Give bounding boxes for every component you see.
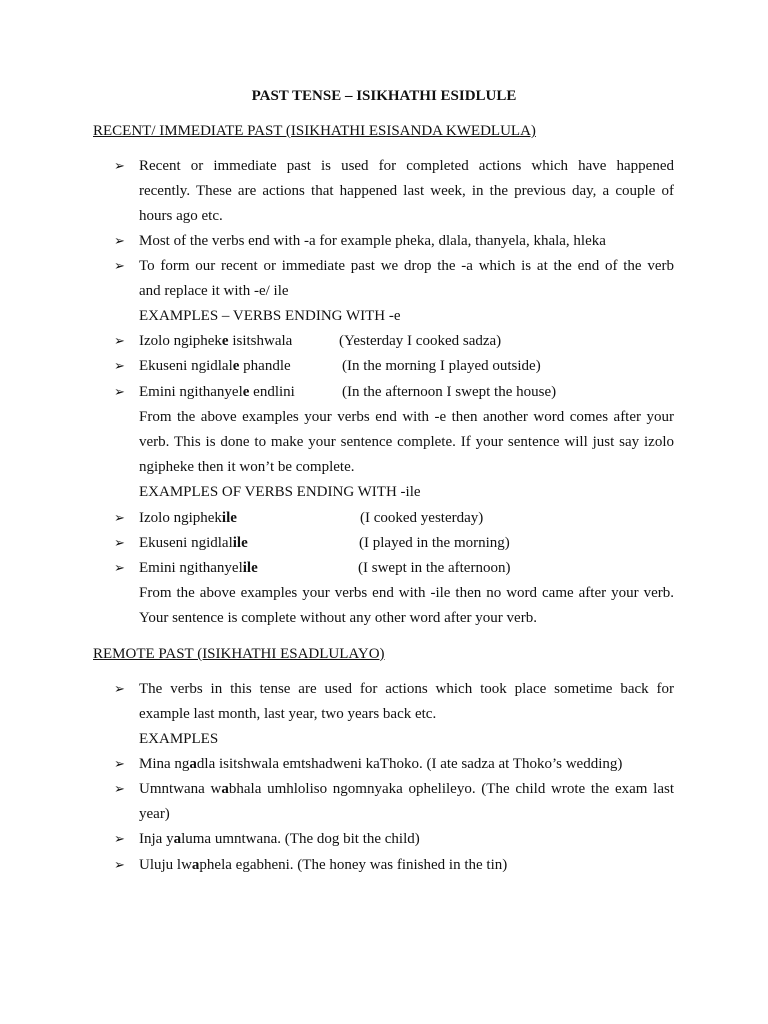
paragraph-line: To form our recent or immediate past we drop the -a which is at the end of the verb xyxy=(139,258,674,274)
example-sentence: Ekuseni ngidlalile xyxy=(139,535,248,551)
section-heading-remote: REMOTE PAST (ISIKHATHI ESADLULAYO) xyxy=(93,646,385,662)
bullet-icon: ➢ xyxy=(114,857,125,872)
example-sentence: Umntwana wabhala umhloliso ngomnyaka ophelileyo. (The child wrote the exam last xyxy=(139,781,674,797)
example-translation: (I played in the morning) xyxy=(359,535,510,551)
examples-heading: EXAMPLES OF VERBS ENDING WITH -ile xyxy=(139,484,421,500)
page-title: PAST TENSE – ISIKHATHI ESIDLULE xyxy=(251,88,517,104)
paragraph-line: and replace it with -e/ ile xyxy=(139,283,289,299)
example-sentence-continuation: year) xyxy=(139,806,170,822)
examples-heading: EXAMPLES – VERBS ENDING WITH -e xyxy=(139,308,401,324)
bullet-icon: ➢ xyxy=(114,681,125,696)
paragraph-line: From the above examples your verbs end with -ile then no word came after your verb. xyxy=(139,585,674,601)
paragraph-line: hours ago etc. xyxy=(139,208,223,224)
paragraph-line: Your sentence is complete without any other word after your verb. xyxy=(139,610,537,626)
bullet-icon: ➢ xyxy=(114,560,125,575)
paragraph-line: Most of the verbs end with -a for example pheka, dlala, thanyela, khala, hleka xyxy=(139,233,606,249)
bullet-icon: ➢ xyxy=(114,831,125,846)
paragraph-line: recently. These are actions that happened last week, in the previous day, a couple of xyxy=(139,183,674,199)
bullet-icon: ➢ xyxy=(114,384,125,399)
paragraph-line: verb. This is done to make your sentence complete. If your sentence will just say izolo xyxy=(139,434,674,450)
bullet-icon: ➢ xyxy=(114,535,125,550)
bullet-icon: ➢ xyxy=(114,333,125,348)
paragraph-line: Recent or immediate past is used for completed actions which have happened xyxy=(139,158,674,174)
bullet-icon: ➢ xyxy=(114,781,125,796)
example-sentence: Uluju lwaphela egabheni. (The honey was finished in the tin) xyxy=(139,857,508,873)
example-sentence: Inja yaluma umntwana. (The dog bit the child) xyxy=(139,831,420,847)
example-sentence: Ekuseni ngidlale phandle xyxy=(139,358,291,374)
paragraph-line: ngipheke then it won’t be complete. xyxy=(139,459,355,475)
examples-heading: EXAMPLES xyxy=(139,731,219,747)
bullet-icon: ➢ xyxy=(114,510,125,525)
bullet-icon: ➢ xyxy=(114,158,125,173)
section-heading-recent: RECENT/ IMMEDIATE PAST (ISIKHATHI ESISANDA KWEDLULA) xyxy=(93,123,536,139)
paragraph-line: The verbs in this tense are used for actions which took place sometime back for xyxy=(139,681,674,697)
example-translation: (In the morning I played outside) xyxy=(342,358,541,374)
example-translation: (In the afternoon I swept the house) xyxy=(342,384,557,400)
example-sentence: Izolo ngipheke isitshwala xyxy=(139,333,293,349)
bullet-icon: ➢ xyxy=(114,358,125,373)
example-sentence: Emini ngithanyele endlini xyxy=(139,384,295,400)
bullet-icon: ➢ xyxy=(114,233,125,248)
example-translation: (I cooked yesterday) xyxy=(360,510,484,526)
example-sentence: Mina ngadla isitshwala emtshadweni kaThoko. (I ate sadza at Thoko’s wedding) xyxy=(139,756,623,772)
bullet-icon: ➢ xyxy=(114,756,125,771)
example-translation: (Yesterday I cooked sadza) xyxy=(339,333,502,349)
paragraph-line: example last month, last year, two years back etc. xyxy=(139,706,437,722)
example-sentence: Emini ngithanyelile xyxy=(139,560,258,576)
example-translation: (I swept in the afternoon) xyxy=(358,560,511,576)
bullet-icon: ➢ xyxy=(114,258,125,273)
example-sentence: Izolo ngiphekile xyxy=(139,510,237,526)
paragraph-line: From the above examples your verbs end with -e then another word comes after your xyxy=(139,409,674,425)
